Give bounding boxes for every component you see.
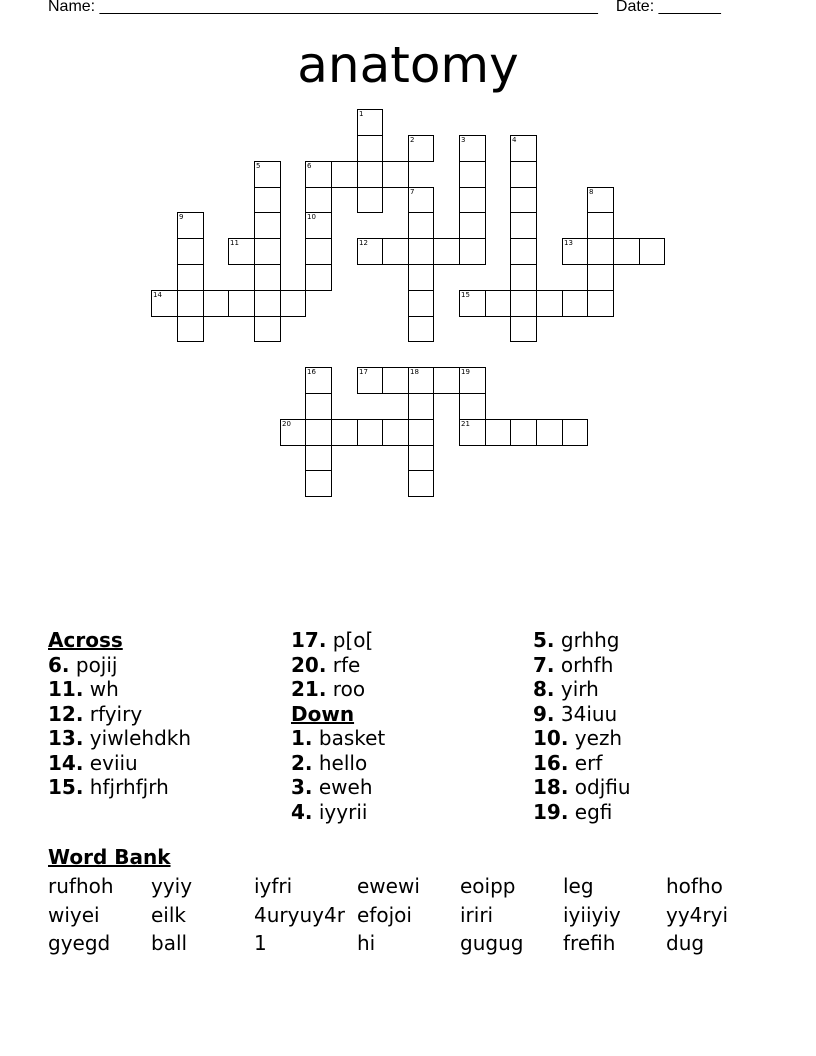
clue-number: 16 [307, 368, 316, 376]
clue-number: 20 [282, 420, 291, 428]
clue-number: 14 [153, 291, 162, 299]
grid-cell[interactable] [562, 419, 588, 446]
word-bank-item: iyiiyiy [563, 903, 621, 927]
grid-cell[interactable] [254, 264, 281, 291]
down-heading: Down [291, 701, 355, 726]
grid-cell[interactable] [408, 470, 434, 497]
clue-number: 3 [461, 136, 466, 144]
grid-cell[interactable] [254, 238, 281, 265]
grid-cell[interactable] [357, 187, 383, 213]
grid-cell[interactable] [459, 161, 486, 188]
grid-cell[interactable] [459, 212, 486, 239]
clue-number: 10 [307, 213, 316, 221]
clue-number: 18 [410, 368, 419, 376]
grid-cell[interactable] [254, 187, 281, 213]
grid-cell[interactable] [408, 212, 434, 239]
grid-cell[interactable] [305, 419, 332, 446]
word-bank-item: yy4ryi [666, 903, 729, 927]
grid-cell[interactable] [485, 290, 511, 317]
clue-down-19: 19. egfi [533, 799, 613, 824]
grid-cell[interactable] [459, 393, 486, 420]
grid-cell[interactable] [228, 238, 255, 265]
word-bank-item: eoipp [460, 874, 516, 898]
grid-cell[interactable] [357, 238, 383, 265]
clues-column-1 [48, 628, 191, 800]
grid-cell[interactable] [408, 316, 434, 342]
grid-cell[interactable] [151, 290, 178, 317]
clue-number: 8 [589, 188, 594, 196]
grid-cell[interactable] [254, 290, 281, 317]
clue-across-15: 15. hfjrhfjrh [48, 775, 169, 799]
word-bank-item: iriri [460, 903, 494, 927]
word-bank-item: yyiy [151, 874, 193, 898]
clue-down-4: 4. iyyrii [291, 799, 368, 824]
grid-cell[interactable] [305, 187, 332, 213]
grid-cell[interactable] [305, 470, 332, 497]
grid-cell[interactable] [331, 419, 358, 446]
grid-cell[interactable] [305, 161, 332, 188]
grid-cell[interactable] [357, 135, 383, 162]
grid-cell[interactable] [254, 212, 281, 239]
word-bank-item: rufhoh [48, 874, 114, 898]
grid-cell[interactable] [408, 264, 434, 291]
grid-cell[interactable] [587, 290, 614, 317]
grid-cell[interactable] [357, 161, 383, 188]
grid-cell[interactable] [382, 367, 409, 394]
grid-cell[interactable] [408, 393, 434, 420]
page-title: anatomy [297, 36, 519, 94]
word-bank-item: hofho [666, 874, 723, 898]
grid-cell[interactable] [408, 187, 434, 213]
clue-across-12: 12. rfyiry [48, 701, 143, 726]
grid-cell[interactable] [382, 238, 409, 265]
clues-column-3 [533, 628, 631, 824]
grid-cell[interactable] [280, 419, 306, 446]
grid-cell[interactable] [305, 367, 332, 394]
grid-cell[interactable] [408, 419, 434, 446]
word-bank-item: gyegd [48, 931, 111, 955]
clue-number: 5 [256, 162, 261, 170]
clue-across-17: 17. p[o[ [291, 628, 374, 652]
grid-cell[interactable] [639, 238, 665, 265]
clue-across-6: 6. pojij [48, 652, 118, 677]
clue-across-13: 13. yiwlehdkh [48, 726, 192, 750]
word-bank-item: dug [666, 931, 705, 955]
grid-cell[interactable] [177, 290, 204, 317]
word-bank-item: ewewi [357, 874, 420, 898]
grid-cell[interactable] [459, 290, 486, 317]
clue-number: 19 [461, 368, 470, 376]
word-bank-item: efojoi [357, 903, 412, 927]
grid-cell[interactable] [177, 212, 204, 239]
clue-down-18: 18. odjfiu [533, 775, 631, 799]
word-bank-title: Word Bank [48, 845, 171, 869]
grid-cell[interactable] [510, 419, 537, 446]
grid-cell[interactable] [510, 161, 537, 188]
grid-cell[interactable] [459, 135, 486, 162]
clue-number: 6 [307, 162, 312, 170]
word-bank-item: ball [151, 931, 188, 955]
grid-cell[interactable] [357, 109, 383, 136]
grid-cell[interactable] [510, 264, 537, 291]
grid-cell[interactable] [587, 238, 614, 265]
header-line [48, 0, 721, 16]
clue-down-1: 1. basket [291, 726, 386, 750]
grid-cell[interactable] [408, 238, 434, 265]
clue-down-16: 16. erf [533, 750, 603, 775]
clue-across-21: 21. roo [291, 677, 366, 701]
grid-cell[interactable] [305, 393, 332, 420]
grid-cell[interactable] [177, 264, 204, 291]
word-bank-item: wiyei [48, 903, 100, 927]
across-heading: Across [48, 628, 123, 652]
grid-cell[interactable] [177, 238, 204, 265]
clue-number: 17 [359, 368, 368, 376]
grid-cell[interactable] [254, 161, 281, 188]
grid-cell[interactable] [408, 445, 434, 471]
grid-cell[interactable] [510, 290, 537, 317]
grid-cell[interactable] [305, 445, 332, 471]
word-bank-item: hi [357, 931, 376, 955]
clue-number: 11 [230, 239, 239, 247]
grid-cell[interactable] [562, 238, 588, 265]
clue-down-3: 3. eweh [291, 775, 373, 799]
grid-cell[interactable] [587, 264, 614, 291]
word-bank-item: iyfri [254, 874, 293, 898]
date-label: Date: _______ [615, 0, 721, 15]
grid-cell[interactable] [459, 187, 486, 213]
word-bank-item: leg [563, 874, 594, 898]
grid-cell[interactable] [331, 161, 358, 188]
grid-cell[interactable] [510, 316, 537, 342]
grid-cell[interactable] [510, 212, 537, 239]
word-bank-item: frefih [563, 931, 616, 955]
clue-number: 9 [179, 213, 184, 221]
grid-cell[interactable] [254, 316, 281, 342]
word-bank-item: 4uryuy4r [254, 903, 345, 927]
clue-across-20: 20. rfe [291, 652, 361, 677]
grid-cell[interactable] [485, 419, 511, 446]
clue-number: 1 [359, 110, 364, 118]
grid-cell[interactable] [587, 212, 614, 239]
grid-cell[interactable] [382, 419, 409, 446]
word-bank-item: 1 [254, 931, 267, 955]
word-bank-item: eilk [151, 903, 186, 927]
word-bank-item: gugug [460, 931, 524, 955]
grid-cell[interactable] [536, 419, 563, 446]
clue-down-5: 5. grhhg [533, 628, 620, 652]
clue-down-8: 8. yirh [533, 677, 599, 701]
clue-number: 7 [410, 188, 415, 196]
grid-cell[interactable] [459, 419, 486, 446]
clue-down-9: 9. 34iuu [533, 701, 618, 726]
grid-cell[interactable] [357, 419, 383, 446]
grid-cell[interactable] [408, 367, 434, 394]
clue-across-11: 11. wh [48, 677, 119, 701]
grid-cell[interactable] [613, 238, 640, 265]
grid-cell[interactable] [280, 290, 306, 317]
grid-cell[interactable] [382, 161, 409, 188]
grid-cell[interactable] [510, 187, 537, 213]
grid-cell[interactable] [228, 290, 255, 317]
grid-cell[interactable] [587, 187, 614, 213]
grid-cell[interactable] [357, 367, 383, 394]
grid-cell[interactable] [305, 212, 332, 239]
clue-number: 21 [461, 420, 470, 428]
grid-cell[interactable] [459, 238, 486, 265]
clue-across-14: 14. eviiu [48, 750, 138, 775]
clue-number: 15 [461, 291, 470, 299]
clue-down-2: 2. hello [291, 750, 368, 775]
grid-cell[interactable] [305, 238, 332, 265]
clue-number: 2 [410, 136, 415, 144]
grid-cell[interactable] [510, 135, 537, 162]
clue-number: 4 [512, 136, 517, 144]
grid-cell[interactable] [459, 367, 486, 394]
grid-cell[interactable] [408, 135, 434, 162]
grid-cell[interactable] [433, 367, 460, 394]
grid-cell[interactable] [177, 316, 204, 342]
clue-number: 12 [359, 239, 368, 247]
grid-cell[interactable] [408, 290, 434, 317]
grid-cell[interactable] [305, 264, 332, 291]
name-label: Name: ________________________________________________________ [48, 0, 598, 15]
grid-cell[interactable] [536, 290, 563, 317]
clue-down-7: 7. orhfh [533, 652, 614, 677]
grid-cell[interactable] [510, 238, 537, 265]
grid-cell[interactable] [203, 290, 229, 317]
grid-cell[interactable] [562, 290, 588, 317]
grid-cell[interactable] [433, 238, 460, 265]
clue-number: 13 [564, 239, 573, 247]
clue-down-10: 10. yezh [533, 726, 623, 750]
clues-column-2 [291, 628, 385, 824]
